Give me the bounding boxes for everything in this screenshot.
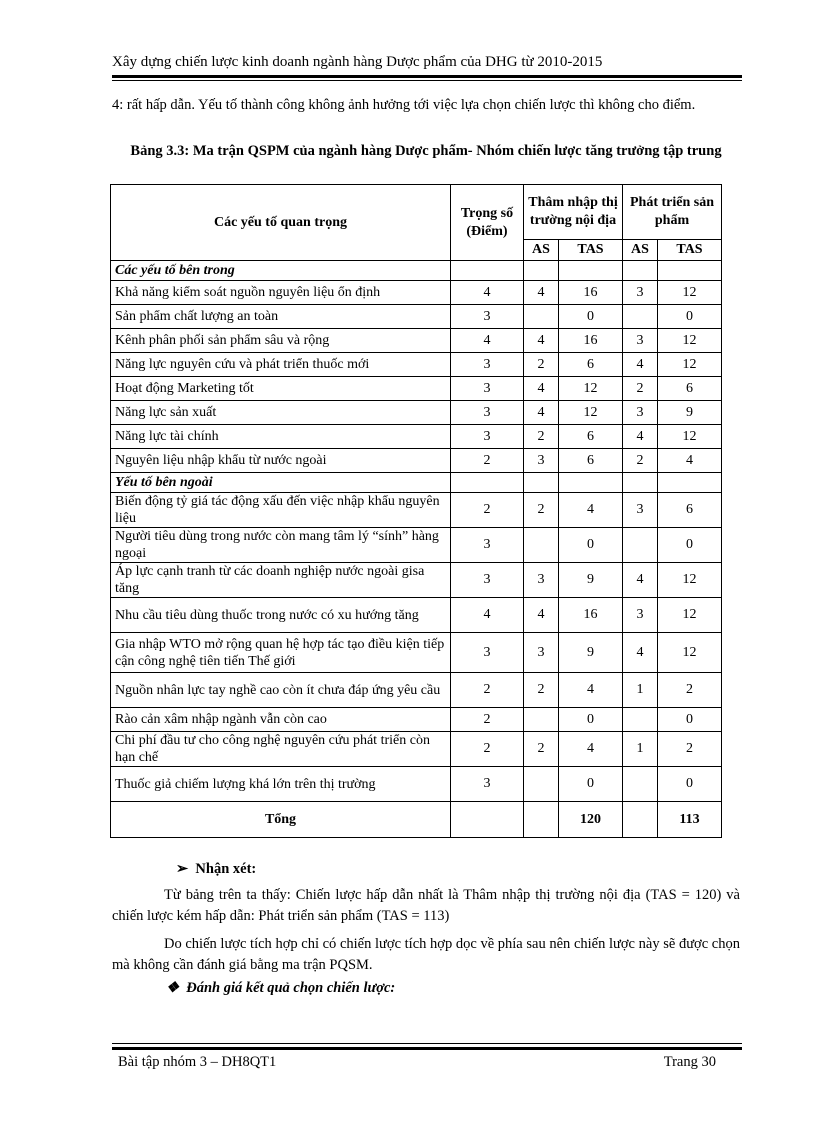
tas-cell-penetration: 9 <box>559 633 623 673</box>
as-cell-product-dev: 3 <box>623 281 658 305</box>
factor-cell: Gia nhập WTO mở rộng quan hệ hợp tác tạo điều kiện tiếp cận công nghệ tiên tiến Thế giới <box>111 633 451 673</box>
weight-cell: 2 <box>451 493 524 528</box>
section-internal-factors-empty-cell <box>658 261 722 281</box>
section-internal-factors-empty-cell <box>559 261 623 281</box>
footer-page-number: Trang 30 <box>663 1054 716 1070</box>
table-row <box>111 401 722 425</box>
factor-cell: Năng lực tài chính <box>111 425 451 449</box>
section-external-factors <box>111 473 722 493</box>
as-cell-product-dev <box>623 767 658 802</box>
evaluation-heading <box>166 980 395 997</box>
as-cell-product-dev: 4 <box>623 633 658 673</box>
section-external-factors-label: Yếu tố bên ngoài <box>111 473 451 493</box>
arrowhead-bullet-icon: ➢ <box>176 861 189 877</box>
as-cell-product-dev: 2 <box>623 377 658 401</box>
tas-cell-product-dev: 2 <box>658 673 722 708</box>
section-internal-factors-empty-cell <box>623 261 658 281</box>
tas-cell-penetration: 0 <box>559 528 623 563</box>
section-internal-factors-label: Các yếu tố bên trong <box>111 261 451 281</box>
section-external-factors-empty-cell <box>559 473 623 493</box>
evaluation-heading-text: Đánh giá kết quả chọn chiến lược: <box>186 980 396 996</box>
table-row <box>111 528 722 563</box>
table-row <box>111 353 722 377</box>
table-row <box>111 449 722 473</box>
factor-cell: Năng lực sản xuất <box>111 401 451 425</box>
as-cell-product-dev: 4 <box>623 563 658 598</box>
section-external-factors-empty-cell <box>451 473 524 493</box>
as-cell-product-dev: 1 <box>623 673 658 708</box>
factor-cell: Khả năng kiểm soát nguồn nguyên liệu ổn định <box>111 281 451 305</box>
tas-cell-penetration: 0 <box>559 305 623 329</box>
footer-group-label: Bài tập nhóm 3 – DH8QT1 <box>118 1054 277 1070</box>
table-row <box>111 732 722 767</box>
as-cell-penetration: 3 <box>524 563 559 598</box>
table-row <box>111 673 722 708</box>
as-cell-penetration: 2 <box>524 673 559 708</box>
total-tas-penetration: 120 <box>559 802 623 838</box>
diamond-bullet-icon: ❖ <box>166 980 179 996</box>
header-strategy-product-development: Phát triển sản phẩm <box>623 185 722 240</box>
weight-cell: 3 <box>451 563 524 598</box>
factor-cell: Áp lực cạnh tranh từ các doanh nghiệp nước ngoài gisa tăng <box>111 563 451 598</box>
weight-cell: 3 <box>451 633 524 673</box>
weight-cell: 4 <box>451 329 524 353</box>
as-cell-penetration: 3 <box>524 633 559 673</box>
table-row <box>111 329 722 353</box>
as-cell-product-dev <box>623 708 658 732</box>
tas-cell-penetration: 16 <box>559 281 623 305</box>
weight-cell: 2 <box>451 708 524 732</box>
tas-cell-penetration: 12 <box>559 377 623 401</box>
weight-cell: 3 <box>451 401 524 425</box>
remark-heading <box>176 861 256 878</box>
header-strategy-market-penetration: Thâm nhập thị trường nội địa <box>524 185 623 240</box>
factor-cell: Hoạt động Marketing tốt <box>111 377 451 401</box>
tas-cell-penetration: 6 <box>559 449 623 473</box>
table-row <box>111 767 722 802</box>
as-cell-product-dev: 4 <box>623 425 658 449</box>
tas-cell-product-dev: 0 <box>658 305 722 329</box>
factor-cell: Rào cản xâm nhập ngành vẫn còn cao <box>111 708 451 732</box>
qspm-table <box>110 184 722 838</box>
tas-cell-product-dev: 2 <box>658 732 722 767</box>
as-cell-penetration: 2 <box>524 425 559 449</box>
tas-cell-product-dev: 12 <box>658 633 722 673</box>
as-cell-product-dev <box>623 305 658 329</box>
tas-cell-penetration: 4 <box>559 732 623 767</box>
as-cell-penetration: 4 <box>524 377 559 401</box>
table-row <box>111 305 722 329</box>
as-cell-penetration: 4 <box>524 281 559 305</box>
subheader-as-2: AS <box>623 240 658 261</box>
factor-cell: Nguyên liệu nhập khẩu từ nước ngoài <box>111 449 451 473</box>
as-cell-product-dev: 4 <box>623 353 658 377</box>
tas-cell-product-dev: 6 <box>658 377 722 401</box>
subheader-tas-1: TAS <box>559 240 623 261</box>
as-cell-penetration: 3 <box>524 449 559 473</box>
section-external-factors-empty-cell <box>524 473 559 493</box>
weight-cell: 3 <box>451 353 524 377</box>
factor-cell: Sản phẩm chất lượng an toàn <box>111 305 451 329</box>
section-internal-factors-empty-cell <box>451 261 524 281</box>
as-cell-penetration: 4 <box>524 329 559 353</box>
factor-cell: Biến động tỷ giá tác động xấu đến việc nhập khẩu nguyên liệu <box>111 493 451 528</box>
qspm-table-wrapper <box>110 184 722 838</box>
section-external-factors-empty-cell <box>623 473 658 493</box>
factor-cell: Chi phí đầu tư cho công nghệ nguyên cứu phát triển còn hạn chế <box>111 732 451 767</box>
subheader-as-1: AS <box>524 240 559 261</box>
as-cell-penetration: 2 <box>524 353 559 377</box>
footer-rule-thick <box>112 1047 742 1050</box>
weight-cell: 3 <box>451 528 524 563</box>
tas-cell-product-dev: 0 <box>658 708 722 732</box>
tas-cell-product-dev: 0 <box>658 528 722 563</box>
remark-paragraph-1: Từ bảng trên ta thấy: Chiến lược hấp dẫn nhất là Thâm nhập thị trường nội địa (TAS = 120) và chiến lược kém hấp dẫn: Phát triển sản phẩm (TAS = 113) <box>112 887 740 924</box>
tas-cell-penetration: 16 <box>559 598 623 633</box>
factor-cell: Nhu cầu tiêu dùng thuốc trong nước có xu hướng tăng <box>111 598 451 633</box>
as-cell-product-dev: 3 <box>623 401 658 425</box>
tas-cell-product-dev: 12 <box>658 281 722 305</box>
tas-cell-penetration: 4 <box>559 673 623 708</box>
intro-paragraph: 4: rất hấp dẫn. Yếu tố thành công không ảnh hưởng tới việc lựa chọn chiến lược thì không cho điểm. <box>112 97 696 113</box>
tas-cell-product-dev: 4 <box>658 449 722 473</box>
table-row <box>111 281 722 305</box>
total-as-empty-2 <box>623 802 658 838</box>
factor-cell: Kênh phân phối sản phẩm sâu và rộng <box>111 329 451 353</box>
header-factor: Các yếu tố quan trọng <box>111 185 451 261</box>
weight-cell: 3 <box>451 425 524 449</box>
as-cell-product-dev: 3 <box>623 598 658 633</box>
tas-cell-penetration: 0 <box>559 767 623 802</box>
as-cell-penetration: 4 <box>524 598 559 633</box>
weight-cell: 4 <box>451 281 524 305</box>
tas-cell-product-dev: 9 <box>658 401 722 425</box>
tas-cell-product-dev: 12 <box>658 598 722 633</box>
page-header-title: Xây dựng chiến lược kinh doanh ngành hàng Dược phẩm của DHG từ 2010-2015 <box>112 54 603 70</box>
table-row <box>111 708 722 732</box>
as-cell-penetration: 2 <box>524 732 559 767</box>
factor-cell: Nguồn nhân lực tay nghề cao còn ít chưa đáp ứng yêu cầu <box>111 673 451 708</box>
total-row <box>111 802 722 838</box>
section-external-factors-empty-cell <box>658 473 722 493</box>
factor-cell: Người tiêu dùng trong nước còn mang tâm lý “sính” hàng ngoại <box>111 528 451 563</box>
tas-cell-penetration: 0 <box>559 708 623 732</box>
as-cell-penetration: 4 <box>524 401 559 425</box>
total-as-empty-1 <box>524 802 559 838</box>
tas-cell-product-dev: 0 <box>658 767 722 802</box>
header-rule-thin <box>112 80 742 81</box>
header-rule-thick <box>112 75 742 78</box>
tas-cell-penetration: 9 <box>559 563 623 598</box>
tas-cell-product-dev: 12 <box>658 329 722 353</box>
total-weight-empty <box>451 802 524 838</box>
table-caption: Bảng 3.3: Ma trận QSPM của ngành hàng Dược phẩm- Nhóm chiến lược tăng trưởng tập trung <box>130 143 722 159</box>
weight-cell: 3 <box>451 377 524 401</box>
as-cell-product-dev: 3 <box>623 493 658 528</box>
tas-cell-product-dev: 6 <box>658 493 722 528</box>
weight-cell: 3 <box>451 305 524 329</box>
table-row <box>111 633 722 673</box>
table-row <box>111 493 722 528</box>
table-row <box>111 377 722 401</box>
section-internal-factors-empty-cell <box>524 261 559 281</box>
factor-cell: Thuốc giả chiếm lượng khá lớn trên thị trường <box>111 767 451 802</box>
remark-paragraph-2: Do chiến lược tích hợp chỉ có chiến lược tích hợp dọc về phía sau nên chiến lược này sẽ được chọn mà không cần đánh giá bằng ma trận PQSM. <box>112 936 740 973</box>
tas-cell-penetration: 4 <box>559 493 623 528</box>
tas-cell-product-dev: 12 <box>658 353 722 377</box>
footer-rule-thin <box>112 1043 742 1044</box>
as-cell-penetration <box>524 305 559 329</box>
weight-cell: 2 <box>451 449 524 473</box>
as-cell-product-dev: 3 <box>623 329 658 353</box>
subheader-tas-2: TAS <box>658 240 722 261</box>
tas-cell-penetration: 6 <box>559 353 623 377</box>
table-row <box>111 598 722 633</box>
header-weight: Trọng số (Điểm) <box>451 185 524 261</box>
as-cell-product-dev: 1 <box>623 732 658 767</box>
factor-cell: Năng lực nguyên cứu và phát triển thuốc mới <box>111 353 451 377</box>
total-tas-product-dev: 113 <box>658 802 722 838</box>
as-cell-penetration <box>524 767 559 802</box>
as-cell-product-dev: 2 <box>623 449 658 473</box>
remark-heading-text: Nhận xét: <box>195 861 257 877</box>
weight-cell: 2 <box>451 673 524 708</box>
table-row <box>111 563 722 598</box>
total-label: Tổng <box>111 802 451 838</box>
tas-cell-penetration: 16 <box>559 329 623 353</box>
tas-cell-product-dev: 12 <box>658 563 722 598</box>
as-cell-penetration: 2 <box>524 493 559 528</box>
weight-cell: 2 <box>451 732 524 767</box>
section-internal-factors <box>111 261 722 281</box>
weight-cell: 3 <box>451 767 524 802</box>
table-row <box>111 425 722 449</box>
as-cell-penetration <box>524 708 559 732</box>
weight-cell: 4 <box>451 598 524 633</box>
as-cell-product-dev <box>623 528 658 563</box>
tas-cell-penetration: 12 <box>559 401 623 425</box>
tas-cell-product-dev: 12 <box>658 425 722 449</box>
tas-cell-penetration: 6 <box>559 425 623 449</box>
as-cell-penetration <box>524 528 559 563</box>
